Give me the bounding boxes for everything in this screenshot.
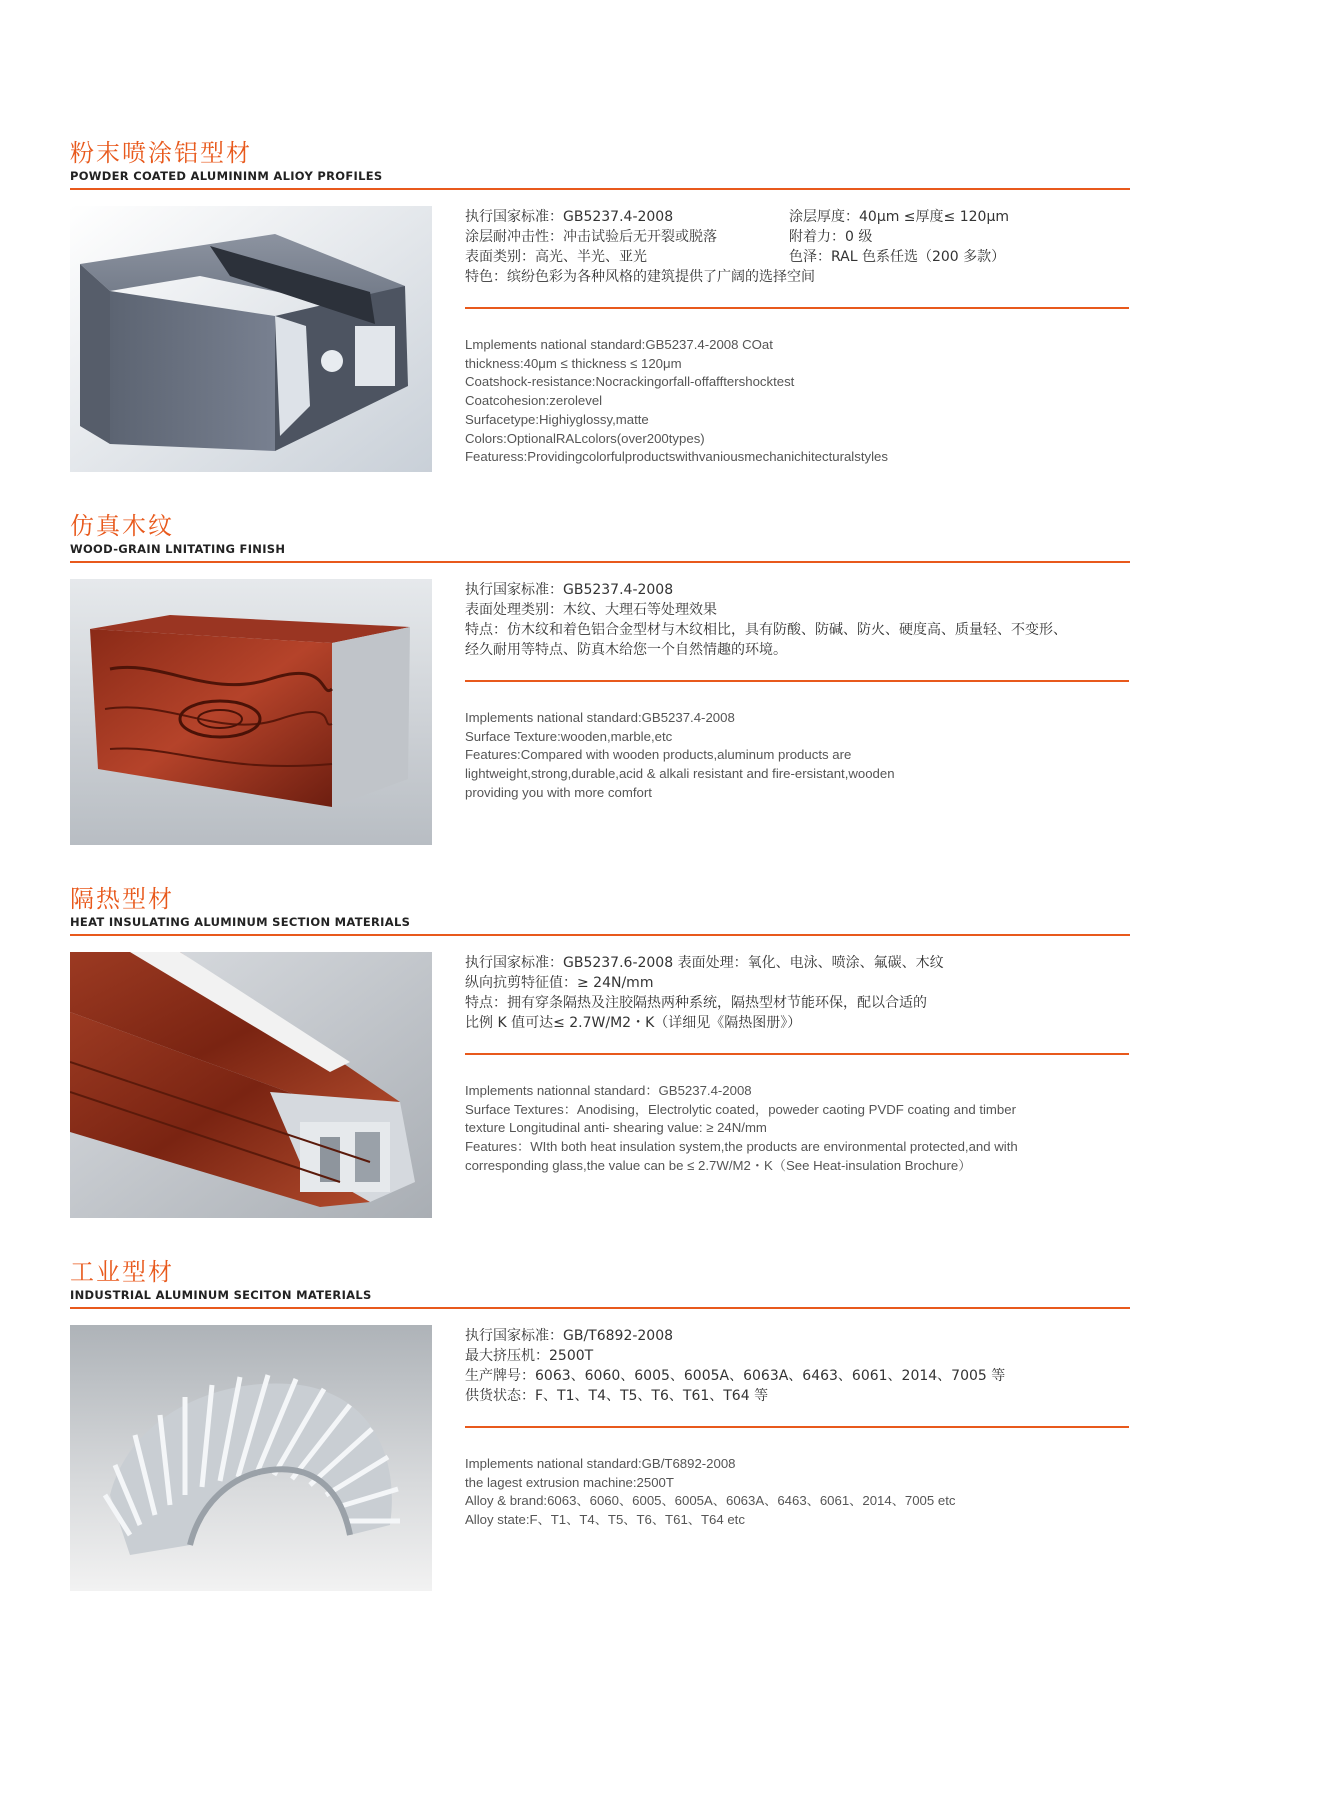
section-title-en: HEAT INSULATING ALUMINUM SECTION MATERIALS [70, 915, 411, 929]
cn-spec-row [465, 247, 1135, 267]
en-spec-text: Featuress:Providingcolorfulproductswithvaniousmechanichitecturalstyles [465, 449, 888, 465]
cn-spec-text: 色泽：RAL 色系任选（200 多款） [789, 249, 1006, 265]
cn-spec-block [465, 953, 1135, 1033]
section-title-en: INDUSTRIAL ALUMINUM SECITON MATERIALS [70, 1288, 372, 1302]
section-divider [70, 561, 1130, 563]
en-spec-text: Implements national standard:GB/T6892-2008 [465, 1456, 736, 1471]
en-spec-text: Features：WIth both heat insulation system,the products are environmental protected,and with [465, 1139, 1018, 1155]
cn-spec-text: 执行国家标准：GB5237.4-2008 [465, 582, 674, 598]
text-divider [465, 680, 1129, 682]
product-photo-industrial [70, 1325, 432, 1591]
cn-spec-block [465, 580, 1135, 660]
en-spec-text: the lagest extrusion machine:2500T [465, 1474, 674, 1490]
section-title-cn: 粉末喷涂铝型材 [70, 139, 252, 167]
cn-spec-text: 特点：仿木纹和着色铝合金型材与木纹相比，具有防酸、防碱、防火、硬度高、质量轻、不变形、 [465, 622, 1067, 638]
text-divider [465, 1426, 1129, 1428]
cn-spec-text: 比例 K 值可达≤ 2.7W/M2・K（详细见《隔热图册》） [465, 1015, 802, 1031]
cn-spec-text: 执行国家标准：GB5237.6-2008 表面处理：氧化、电泳、喷涂、氟碳、木纹 [465, 955, 944, 971]
cn-spec-text: 执行国家标准：GB/T6892-2008 [465, 1328, 674, 1344]
en-spec-text: Implements national standard:GB5237.4-2008 [465, 710, 735, 725]
cn-spec-text: 表面处理类别：木纹、大理石等处理效果 [465, 602, 717, 618]
en-spec-text: Coatshock-resistance:Nocrackingorfall-offafftershocktest [465, 374, 795, 390]
product-photo-wood-grain [70, 579, 432, 845]
product-photo-heat-insulating [70, 952, 432, 1218]
en-spec-text: Surface Textures：Anodising，Electrolytic coated，poweder caoting PVDF coating and timber [465, 1101, 1016, 1117]
en-spec-text: Implements nationnal standard：GB5237.4-2008 [465, 1083, 752, 1098]
cn-spec-text: 生产牌号：6063、6060、6005、6005A、6063A、6463、6061、2014、7005 等 [465, 1368, 1006, 1384]
section-divider [70, 188, 1130, 190]
cn-spec-text: 表面类别：高光、半光、亚光 [465, 249, 647, 265]
en-spec-text: Lmplements national standard:GB5237.4-2008 COat [465, 337, 773, 352]
en-spec-text: texture Longitudinal anti- shearing value: ≥ 24N/mm [465, 1120, 767, 1136]
cn-spec-text: 供货状态：F、T1、T4、T5、T6、T61、T64 等 [465, 1388, 769, 1404]
section-title-cn: 工业型材 [70, 1258, 174, 1286]
en-spec-text: corresponding glass,the value can be ≤ 2.7W/M2・K（See Heat-insulation Brochure） [465, 1157, 972, 1173]
en-spec-text: Colors:OptionalRALcolors(over200types) [465, 430, 705, 446]
en-spec-text: Alloy state:F、T1、T4、T5、T6、T61、T64 etc [465, 1512, 745, 1528]
cn-spec-text: 执行国家标准：GB5237.4-2008 [465, 209, 674, 225]
en-spec-text: Features:Compared with wooden products,aluminum products are [465, 747, 852, 763]
product-photo-powder-coated [70, 206, 432, 472]
en-spec-text: thickness:40μm ≤ thickness ≤ 120μm [465, 355, 682, 371]
en-spec-text: Coatcohesion:zerolevel [465, 393, 603, 409]
cn-spec-block [465, 1326, 1135, 1406]
cn-spec-text: 涂层耐冲击性：冲击试验后无开裂或脱落 [465, 229, 717, 245]
cn-spec-block [465, 207, 1135, 287]
en-spec-text: lightweight,strong,durable,acid & alkali resistant and fire-ersistant,wooden [465, 766, 895, 782]
text-divider [465, 1053, 1129, 1055]
cn-spec-text: 纵向抗剪特征值：≥ 24N/mm [465, 975, 654, 991]
en-spec-text: Alloy & brand:6063、6060、6005、6005A、6063A、6463、6061、2014、7005 etc [465, 1493, 956, 1509]
en-spec-text: Surface Texture:wooden,marble,etc [465, 728, 673, 744]
section-title-cn: 仿真木纹 [70, 512, 174, 540]
en-spec-block [465, 1082, 1135, 1176]
section-divider [70, 934, 1130, 936]
cn-spec-text: 经久耐用等特点、防真木给您一个自然情趣的环境。 [465, 642, 787, 658]
section-divider [70, 1307, 1130, 1309]
section-title-cn: 隔热型材 [70, 885, 174, 913]
cn-spec-row [465, 207, 1135, 227]
en-spec-block [465, 336, 1135, 467]
en-spec-text: providing you with more comfort [465, 784, 652, 800]
cn-spec-text: 最大挤压机：2500T [465, 1348, 594, 1364]
en-spec-block [465, 709, 1135, 803]
cn-spec-text: 特色：缤纷色彩为各种风格的建筑提供了广阔的选择空间 [465, 269, 815, 285]
en-spec-text: Surfacetype:Highiyglossy,matte [465, 411, 649, 427]
en-spec-block [465, 1455, 1135, 1530]
section-title-en: POWDER COATED ALUMININM ALIOY PROFILES [70, 169, 383, 183]
cn-spec-text: 涂层厚度：40μm ≤厚度≤ 120μm [789, 209, 1009, 225]
text-divider [465, 307, 1129, 309]
cn-spec-row [465, 227, 1135, 247]
section-title-en: WOOD-GRAIN LNITATING FINISH [70, 542, 286, 556]
cn-spec-text: 附着力：0 级 [789, 229, 873, 245]
cn-spec-text: 特点：拥有穿条隔热及注胶隔热两种系统，隔热型材节能环保，配以合适的 [465, 995, 927, 1011]
